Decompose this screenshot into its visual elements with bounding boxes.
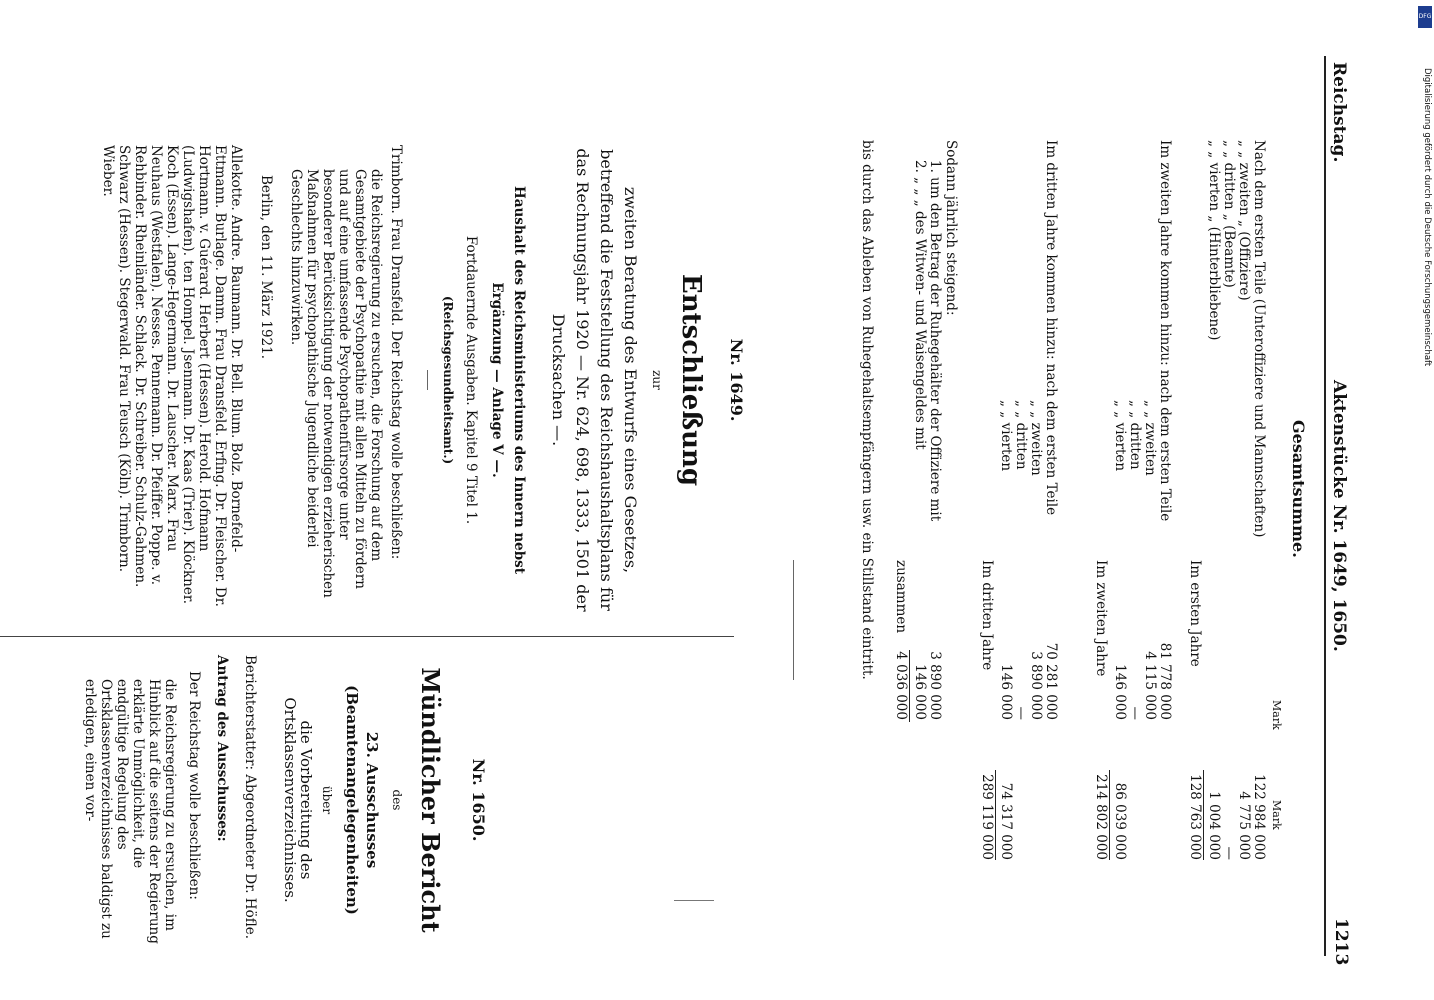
nr1649-signatories: Allekotte. Andre. Baumann. Dr. Bell. Blum. Bolz. Bornefeld-Ettmann. Burlage. Damm. Frau Dransfeld. Erfing. Dr. Fleischer. Dr. Hortmann. v. Guérard. Herbert (Hessen). Herold. Hofmann (Ludwigshafen). ten Hompel. Jsenmann. Dr. Kaas (Trier). Klöckner. Koch (Essen). Lange-Hegermann. Dr. Lauscher. Marx. Frau Neuhaus (Westfalen). Nesses. Pennemann. Dr. Pfeiffer. Poppe. v. Rehbinder. Rheinländer. Schlack. Dr. Schreiber. Schulz-Gahmen. Schwarz (Hessen). Stegerwald. Frau Teusch (Köln). Trimborn. Wieber. [100,145,244,607]
y1-row-1-label: Nach dem ersten Teile (Unteroffiziere und Mannschaften) [1251,140,1267,538]
annual-sum-value: 4 036 000 [893,651,909,720]
section-separator [793,560,794,680]
y2-row-2-value: 4 115 000 [1142,651,1158,720]
nr1650-antrag-heading: Antrag des Ausschusses: [214,655,230,842]
y3-row-2-label: „ „ zweiten [1028,400,1044,476]
y3-row-3-value: — [1013,706,1029,720]
y3-row-4-label: „ „ vierten [998,400,1014,472]
y3-sum-rule [995,770,996,860]
column-separator [0,636,734,637]
y2-sum-rule [1109,770,1110,860]
nr1649-small-rule [427,370,428,390]
nr1649-antrag-intro: Trimborn. Frau Dransfeld. Der Reichstag wolle beschließen: [388,145,404,560]
annual-sum-rule [909,650,910,722]
nr1650-berichterstatter: Berichterstatter: Abgeordneter Dr. Höfle. [242,655,258,939]
y1-row-4-label: „ „ vierten „ (Hinterbliebene) [1206,140,1222,341]
y3-subtotal: 74 317 000 [998,782,1014,860]
mark-label-2: Mark [1270,800,1283,830]
y1-row-1-value: 122 984 000 [1251,774,1267,860]
nr1649-haushalt: Haushalt des Reichsministeriums des Innern nebst Ergänzung — Anlage V —. [489,185,527,575]
annual-row-1-value: 3 890 000 [927,651,943,720]
nr1649-subject: zweiten Beratung des Entwurfs eines Gesetzes, betreffend die Feststellung des Reichshaushaltsplans für das Rechnungsjahr 1920 — Nr. 624, 698, 1333, 1501 der Drucksachen —. [549,148,640,612]
y2-row-4-label: „ „ vierten [1112,400,1128,472]
annual-row-2-label: 2. „ „ „ des Witwen- und Waisengeldes mit [912,160,928,450]
y3-intro: Im dritten Jahre kommen hinzu: nach dem ersten Teile [1043,140,1059,516]
header-left: Reichstag. [1329,62,1349,163]
nr1650-antrag-intro: Der Reichstag wolle beschließen: [186,671,202,900]
y1-total-label: Im ersten Jahre [1187,560,1203,667]
y2-row-3-label: „ „ dritten [1127,400,1143,470]
nr1650-ausschuss: 23. Ausschusses (Beamtenangelegenheiten) [343,685,381,915]
dfg-strip [1418,0,1432,430]
nr1650-title: Mündlicher Bericht [416,667,445,933]
y2-row-3-value: — [1127,706,1143,720]
y2-subtotal: 86 039 000 [1112,782,1128,860]
header-title: Aktenstücke Nr. 1649, 1650. [1329,380,1349,652]
nr1650-ueber: über [320,785,334,815]
y3-row-2-value: 3 890 000 [1028,651,1044,720]
nr1650-des: des [390,789,404,811]
y1-row-3-value: — [1221,846,1237,860]
nr1649-title: Entschließung [676,273,706,487]
annual-row-2-value: 146 000 [912,664,928,720]
nr1650-subject: die Vorbereitung des Ortsklassenverzeichnisses. [281,697,315,903]
y1-row-4-value: 1 004 000 [1206,791,1222,860]
nr1649-date: Berlin, den 11. März 1921. [258,175,274,360]
y1-row-2-label: „ „ zweiten „ (Offiziere) [1236,140,1252,301]
annual-sum-label: zusammen [893,560,909,634]
nr1650-top-rule [674,900,714,901]
y3-row-3-label: „ „ dritten [1013,400,1029,470]
y3-total-label: Im dritten Jahre [979,560,995,671]
dfg-logo-text: DFG [1418,13,1432,20]
annual-row-1-label: 1. um den Betrag der Ruhegehälter der Offiziere mit [927,160,943,522]
nr1649-zur: zur [650,370,664,390]
nr1650-number: Nr. 1650. [469,758,488,842]
annual-footer: bis durch das Ableben von Ruhegehaltsempfängern usw. ein Stillstand eintritt. [859,140,875,680]
nr1650-antrag-text: die Reichsregierung zu ersuchen, im Hinblick auf die seitens der Regierung erklärte Unmöglichkeit, die endgültige Regelung des Ortsklassenverzeichnisses baldigst zu erledigen, einen vor- [82,679,178,944]
table-title: Gesamtsumme. [1289,420,1308,558]
y2-row-4-value: 146 000 [1112,664,1128,720]
y3-total-value: 289 119 000 [979,774,995,860]
annual-intro: Sodann jährlich steigend: [943,140,959,316]
dfg-note: Digitalisierung gefördert durch die Deutsche Forschungsgemeinschaft [1422,68,1432,367]
y3-row-1-value: 70 281 000 [1043,642,1059,720]
dfg-logo [1418,6,1432,28]
mark-label-1: Mark [1270,700,1283,730]
y2-row-1-value: 81 778 000 [1157,642,1173,720]
y2-intro: Im zweiten Jahre kommen hinzu: nach dem ersten Teile [1157,140,1173,522]
y2-total-value: 214 802 000 [1093,774,1109,860]
nr1649-amt: (Reichsgesundheitsamt.) [441,295,455,465]
y3-row-4-value: 146 000 [998,664,1014,720]
page-number: 1213 [1331,918,1351,966]
header-rule [1324,56,1326,956]
nr1649-kapitel: Fortdauernde Ausgaben. Kapitel 9 Titel 1. [463,235,479,525]
y2-total-label: Im zweiten Jahre [1093,560,1109,677]
nr1649-antrag-text: die Reichsregierung zu ersuchen, die Forschung auf dem Gesamtgebiete der Psychopathie mit allen Mitteln zu fördern und auf eine umfassende Psychopathenfürsorge unter besonderer Berücksichtigung der notwendigen erzieherischen Maßnahmen für psychopathische Jugendliche beiderlei Geschlechts hinzuwirken. [288,169,384,598]
y1-total-value: 128 763 000 [1187,774,1203,860]
y1-sum-rule [1203,770,1204,860]
y1-row-3-label: „ „ dritten „ (Beamte) [1221,140,1237,288]
y2-row-2-label: „ „ zweiten [1142,400,1158,476]
y1-row-2-value: 4 775 000 [1236,791,1252,860]
nr1649-number: Nr. 1649. [727,338,746,422]
